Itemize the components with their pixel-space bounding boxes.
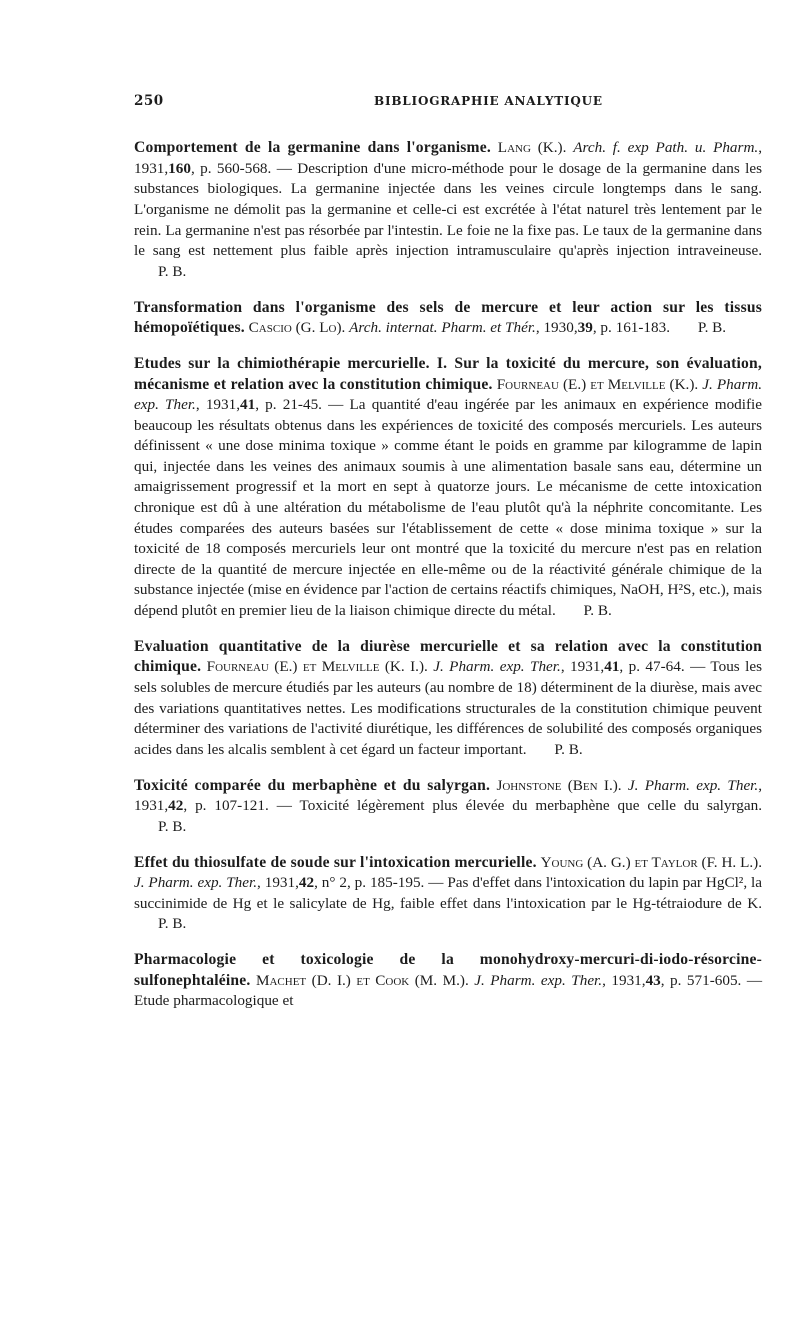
entry-pages: , p. 107-121. [183, 797, 269, 815]
entry-year: , 1931, [134, 139, 763, 177]
entry-initials: P. B. [158, 915, 187, 933]
entry-title: Effet du thiosulfate de soude sur l'intoxication mercurielle. [134, 853, 537, 871]
entry-source: J. Pharm. exp. Ther. [134, 375, 763, 414]
entry-authors: Fourneau (E.) et Melville (K. I.). [206, 658, 428, 676]
bibliography-entry [134, 950, 762, 1012]
page-header [134, 93, 762, 123]
entry-authors: Fourneau (E.) et Melville (K.). [496, 375, 699, 393]
entry-year: , 1931, [560, 658, 605, 676]
entry-source: J. Pharm. exp. Ther. [474, 971, 603, 989]
entry-pages: , n° 2, p. 185-195. [314, 874, 425, 892]
entry-year: , 1930, [535, 319, 578, 337]
entry-authors: Cascio (G. Lo). [248, 319, 346, 337]
bibliography-entry [134, 298, 762, 339]
entry-volume: 41 [240, 396, 256, 414]
entry-pages: , p. 560-568. [190, 159, 272, 177]
entry-source: Arch. f. exp Path. u. Pharm. [573, 139, 759, 157]
entry-title: Comportement de la germanine dans l'organisme. [134, 139, 491, 157]
entry-abstract: — Description d'une micro-méthode pour le dosage de la germanine dans les substances biologiques. La germanine injectée dans les veines circule longtemps dans le sang. L'organisme ne démolit pas la germanine et celle-ci est excrétée à l'état naturel très lentement par le rein. La germanine n'est pas résorbée par l'intestin. Le foie ne la fixe pas. Le taux de la germanine dans le sang est nettement plus faible après injection intramusculaire qu'après injection intraveineuse. [134, 159, 763, 260]
entry-volume: 43 [645, 971, 661, 989]
entry-pages: , p. 571-605. [660, 971, 742, 989]
entry-title: Transformation dans l'organisme des sels de mercure et leur action sur les tissus hémopoïétiques. [134, 298, 762, 337]
entry-pages: , p. 21-45. [255, 396, 322, 414]
entry-year: , 1931, [195, 396, 241, 414]
entry-pages: , p. 161-183. [592, 319, 671, 337]
bibliography-entry [134, 853, 762, 935]
entry-pages: , p. 47-64. [619, 658, 685, 676]
entry-title: Pharmacologie et toxicologie de la monohydroxy-mercuri-di-iodo-résorcine-sulfonephtaléine. [134, 951, 762, 989]
entry-authors: Lang (K.). [497, 139, 567, 157]
entry-title: Evaluation quantitative de la diurèse mercurielle et sa relation avec la constitution chimique. [134, 637, 762, 676]
entry-abstract: — Pas d'effet dans l'intoxication du lapin par HgCl², la succinimide de Hg et le salicylate de Hg, faible effet dans l'intoxication par le Hg-tétraiodure de K. [134, 874, 763, 912]
entry-title: Etudes sur la chimiothérapie mercurielle. I. Sur la toxicité du mercure, son évaluation, mécanisme et relation avec la constitution chimique. [134, 354, 762, 393]
entry-authors: Johnstone (Ben I.). [496, 776, 622, 794]
entry-initials: P. B. [158, 817, 187, 835]
page-number: 250 [134, 93, 164, 109]
entry-abstract: — La quantité d'eau ingérée par les animaux en expérience modifie beaucoup les résultats obtenus dans les expériences de toxicité des composés mercuriels. Les auteurs définissent « une dose minima toxique » comme étant le poids en gramme par kilogramme de lapin qui, injectée dans les veines des animaux soumis à une alimentation basale sans eau, détermine un amaigrissement progressif et la mort en sept à quatorze jours. Le mécanisme de cette intoxication chronique est dû à une altération du métabolisme de l'eau plutôt qu'à la néphrite concomitante. Les études comparées des auteurs basées sur l'établissement de cette « dose minima toxique » sur la toxicité de 18 composés mercuriels leur ont montré que la toxicité du mercure n'est pas en relation directe de la quantité de mercure injectée en elle-même ou de la réactivité générale chimique de la substance injectée (mise en évidence par l'action de certains réactifs chimiques, NaOH, H²S, etc.), mais dépend plutôt en premier lieu de la liaison chimique directe du métal. [134, 396, 763, 620]
bibliography-entry [134, 776, 762, 838]
entry-initials: P. B. [158, 262, 187, 280]
entry-initials: P. B. [583, 602, 612, 620]
entry-abstract: — Etude pharmacologique et [134, 971, 763, 1010]
entry-initials: P. B. [697, 319, 727, 337]
entry-volume: 39 [577, 319, 593, 337]
entry-source: J. Pharm. exp. Ther. [134, 874, 258, 892]
entry-year: , 1931, [257, 874, 299, 892]
entry-volume: 160 [168, 159, 191, 177]
bibliography-entry [134, 637, 762, 761]
entry-authors: Machet (D. I.) et Cook (M. M.). [255, 971, 469, 989]
bibliography-entry [134, 354, 762, 622]
entry-volume: 42 [298, 874, 315, 892]
entry-source: J. Pharm. exp. Ther. [433, 658, 561, 676]
entry-year: , 1931, [134, 776, 763, 815]
entry-year: , 1931, [602, 971, 646, 989]
entry-abstract: — Tous les sels solubles de mercure étudiés par les auteurs (au nombre de 18) déterminent de la diurèse, mais avec des variations quantitatives nettes. Les modifications structurales de la constitution chimique peuvent déterminer des variations de l'activité diurétique, les différences de solubilité des composés organiques acides dans les alcalis semblent à cet égard un facteur important. [134, 658, 763, 758]
entry-title: Toxicité comparée du merbaphène et du salyrgan. [134, 776, 491, 794]
bibliography-entries [134, 138, 762, 1012]
running-title: BIBLIOGRAPHIE ANALYTIQUE [374, 94, 603, 108]
bibliography-entry [134, 138, 762, 282]
entry-authors: Young (A. G.) et Taylor (F. H. L.). [540, 853, 763, 871]
entry-volume: 41 [604, 658, 620, 676]
entry-source: J. Pharm. exp. Ther. [627, 776, 759, 794]
entry-abstract: — Toxicité légèrement plus élevée du merbaphène que celle du salyrgan. [276, 797, 763, 815]
entry-volume: 42 [168, 797, 184, 815]
entry-initials: P. B. [554, 740, 583, 758]
entry-source: Arch. internat. Pharm. et Thér. [349, 319, 536, 337]
